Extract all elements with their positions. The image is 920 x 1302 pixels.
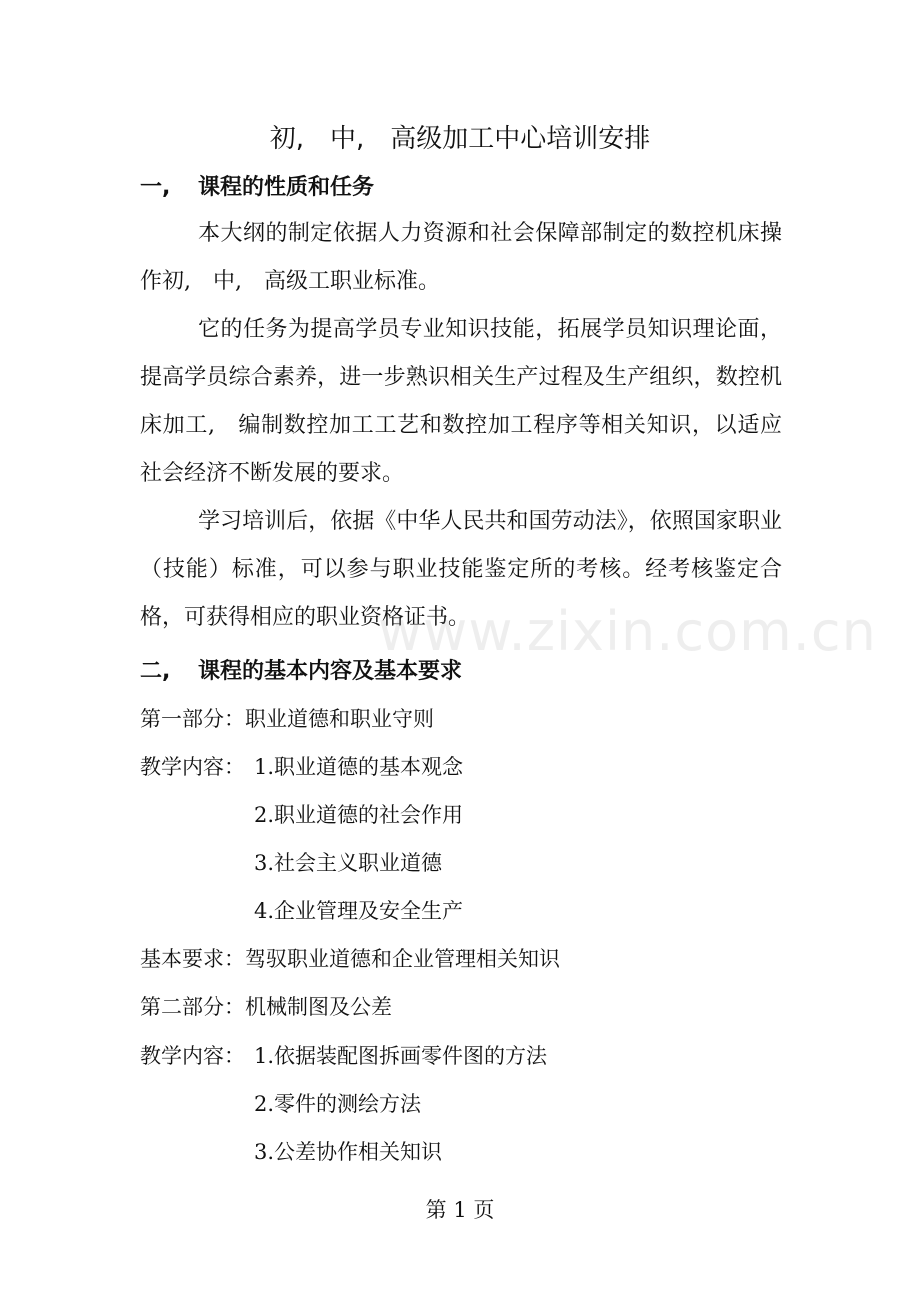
- part1-content-label: 教学内容：: [140, 755, 245, 779]
- section-number: 一,: [140, 175, 171, 200]
- part1-item: 1.职业道德的基本观念: [254, 755, 464, 779]
- paragraph-basis: 本大纲的制定依据人力资源和社会保障部制定的数控机床操作初, 中, 高级工职业标准。: [140, 221, 782, 294]
- paragraph-certification: 学习培训后，依据《中华人民共和国劳动法》，依照国家职业（技能）标准，可以参与职业技能鉴定所的考核。经考核鉴定合格，可获得相应的职业资格证书。: [140, 509, 782, 630]
- document-title: 初, 中, 高级加工中心培训安排: [269, 124, 651, 154]
- watermark: www.zixin.com.cn: [378, 600, 877, 663]
- section-title: 课程的基本内容及基本要求: [198, 659, 463, 684]
- paragraph-task: 它的任务为提高学员专业知识技能，拓展学员知识理论面，提高学员综合素养，进一步熟识相关生产过程及生产组织，数控机床加工, 编制数控加工工艺和数控加工程序等相关知识，以适应社会经济不断发展的要求。: [140, 317, 782, 486]
- part1-item: 3.社会主义职业道德: [254, 851, 443, 875]
- section-number: 二,: [140, 659, 171, 684]
- part2-item: 2.零件的测绘方法: [254, 1092, 422, 1116]
- part2-item: 3.公差协作相关知识: [254, 1140, 443, 1164]
- part2-item: 1.依据装配图拆画零件图的方法: [254, 1044, 548, 1068]
- section-heading-1: [140, 170, 374, 201]
- part2-content-label: 教学内容：: [140, 1044, 245, 1068]
- part1-item: 2.职业道德的社会作用: [254, 803, 464, 827]
- part1-requirement: 基本要求：驾驭职业道德和企业管理相关知识: [140, 947, 560, 971]
- part1-title: 第一部分：职业道德和职业守则: [140, 707, 434, 731]
- page-number: 第 1 页: [425, 1198, 495, 1222]
- section-title: 课程的性质和任务: [198, 175, 375, 200]
- part1-item: 4.企业管理及安全生产: [254, 899, 464, 923]
- part2-title: 第二部分：机械制图及公差: [140, 995, 392, 1019]
